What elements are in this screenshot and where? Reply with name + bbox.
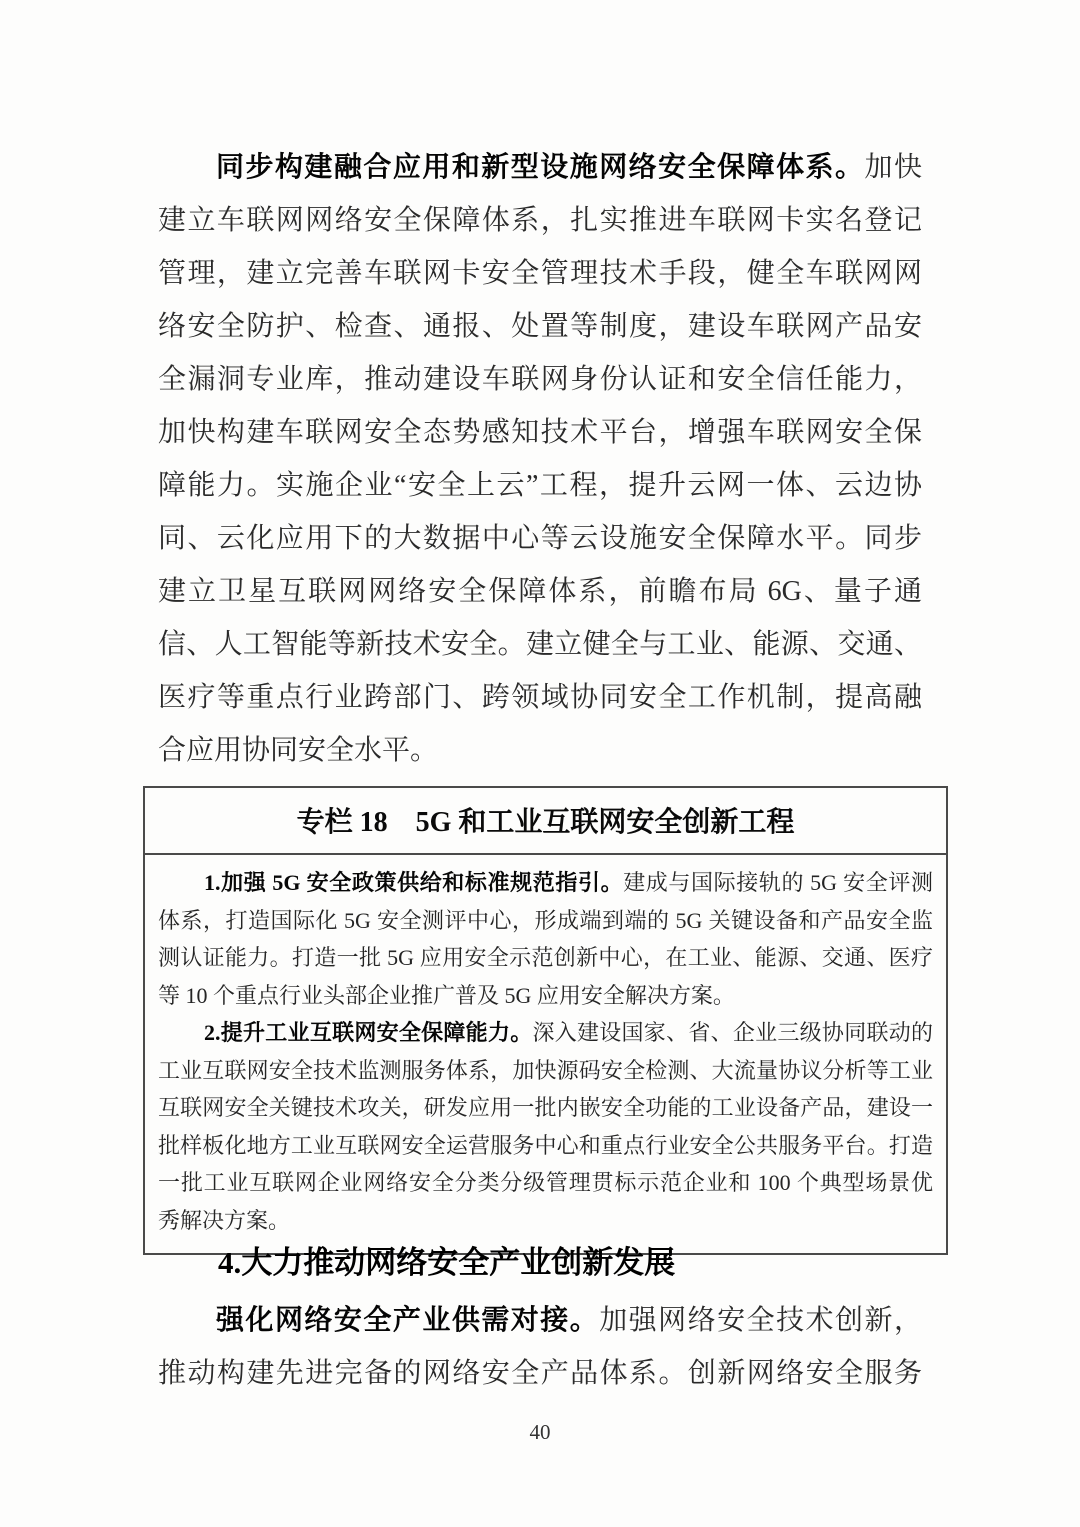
callout-body [145, 855, 946, 1253]
paragraph-line: 一批工业互联网企业网络安全分类分级管理贯标示范企业和 100 个典型场景优 [158, 1170, 933, 1195]
paragraph-line: 信、人工智能等新技术安全。建立健全与工业、能源、交通、 [158, 629, 922, 660]
paragraph-line: 管理，建立完善车联网卡安全管理技术手段，健全车联网网 [158, 258, 922, 289]
paragraph-line: 推动构建先进完备的网络安全产品体系。创新网络安全服务 [158, 1358, 922, 1389]
bold-lead-text: 同步构建融合应用和新型设施网络安全保障体系。 [216, 152, 865, 183]
paragraph-line: 障能力。实施企业“安全上云”工程，提升云网一体、云边协 [158, 470, 922, 501]
paragraph-line: 同、云化应用下的大数据中心等云设施安全保障水平。同步 [158, 523, 922, 554]
intro-paragraph [158, 141, 922, 777]
paragraph-line: 全漏洞专业库，推动建设车联网身份认证和安全信任能力， [158, 364, 922, 395]
paragraph-line [158, 141, 922, 194]
paragraph-line: 互联网安全关键技术攻关，研发应用一批内嵌安全功能的工业设备产品，建设一 [158, 1095, 933, 1120]
page-number: 40 [529, 1420, 551, 1444]
paragraph-line: 测认证能力。打造一批 5G 应用安全示范创新中心，在工业、能源、交通、医疗 [158, 945, 933, 970]
paragraph-line: 合应用协同安全水平。 [158, 735, 439, 766]
paragraph-line: 建立卫星互联网网络安全保障体系，前瞻布局 6G、量子通 [158, 576, 922, 607]
paragraph-line: 等 10 个重点行业头部企业推广普及 5G 应用安全解决方案。 [158, 982, 735, 1008]
paragraph-line [158, 1294, 922, 1347]
closing-paragraph [158, 1294, 922, 1400]
bold-lead-text: 强化网络安全产业供需对接。 [216, 1305, 600, 1336]
paragraph-text: 深入建设国家、省、企业三级协同联动的 [532, 1020, 933, 1045]
paragraph-line: 体系，打造国际化 5G 安全测评中心，形成端到端的 5G 关键设备和产品安全监 [158, 907, 933, 933]
paragraph-line [158, 1014, 933, 1052]
paragraph-line: 工业互联网安全技术监测服务体系，加快源码安全检测、大流量协议分析等工业 [158, 1057, 933, 1083]
callout-title: 专栏 18 5G 和工业互联网安全创新工程 [145, 788, 946, 855]
paragraph-line [158, 864, 933, 902]
paragraph-line: 络安全防护、检查、通报、处置等制度，建设车联网产品安 [158, 311, 922, 342]
callout-item-1 [158, 864, 933, 1014]
callout-box [143, 786, 948, 1255]
paragraph-line: 建立车联网网络安全保障体系，扎实推进车联网卡实名登记 [158, 205, 922, 236]
bold-lead-text: 2.提升工业互联网安全保障能力。 [204, 1020, 533, 1045]
paragraph-line: 加快构建车联网安全态势感知技术平台，增强车联网安全保 [158, 417, 922, 448]
paragraph-text: 加快 [864, 152, 922, 183]
callout-item-2 [158, 1014, 933, 1239]
paragraph-line: 秀解决方案。 [158, 1207, 291, 1233]
bold-lead-text: 1.加强 5G 安全政策供给和标准规范指引。 [204, 870, 624, 895]
section-heading: 4.大力推动网络安全产业创新发展 [218, 1245, 676, 1280]
paragraph-line: 医疗等重点行业跨部门、跨领域协同安全工作机制，提高融 [158, 682, 922, 713]
paragraph-line: 批样板化地方工业互联网安全运营服务中心和重点行业安全公共服务平台。打造 [158, 1132, 933, 1158]
paragraph-text: 加强网络安全技术创新， [599, 1305, 922, 1336]
paragraph-text: 建成与国际接轨的 5G 安全评测 [623, 870, 933, 895]
